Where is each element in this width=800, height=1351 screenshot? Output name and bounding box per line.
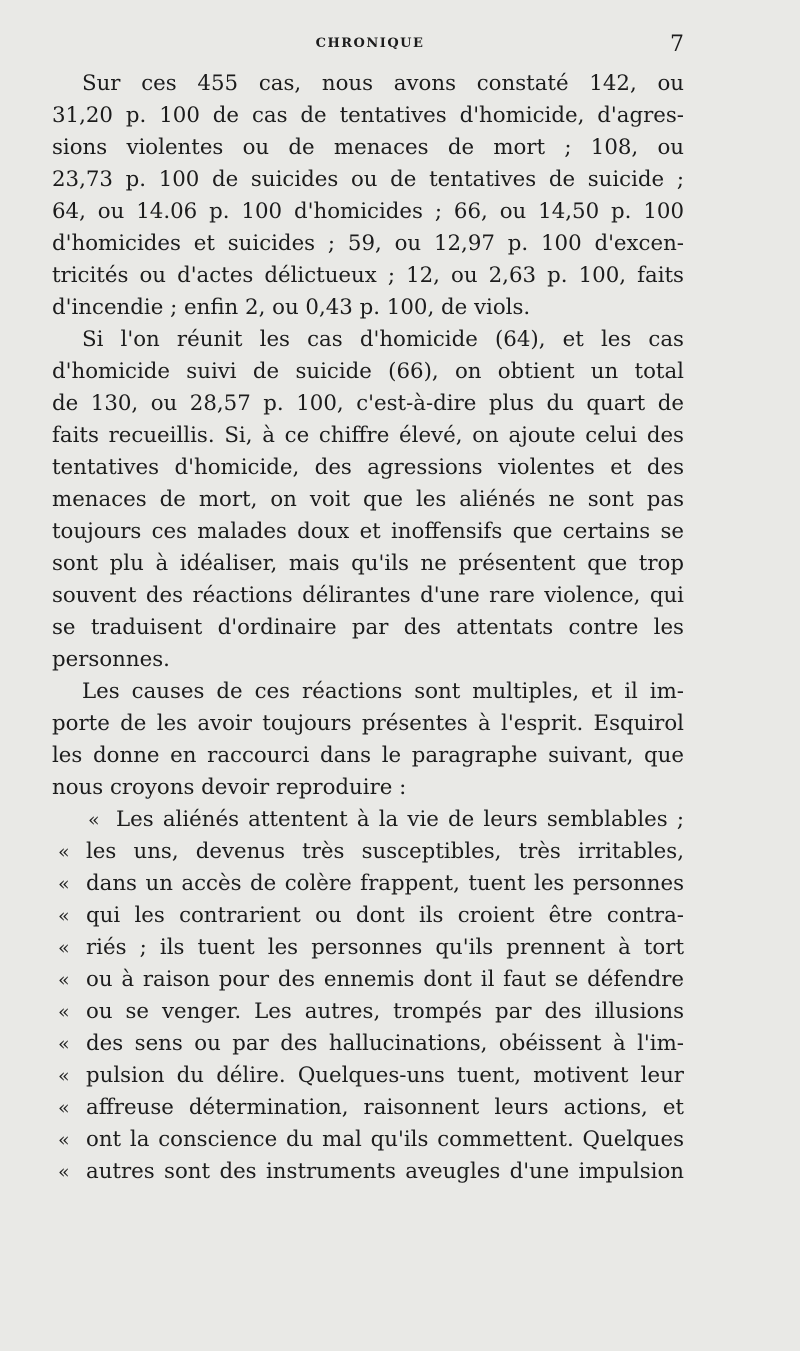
text-line: personnes. — [52, 647, 170, 672]
text-line: Si l'on réunit les cas d'homicide (64), et les cas — [82, 327, 684, 352]
quote-text: riés ; ils tuent les personnes qu'ils prennent à tort — [86, 935, 684, 960]
text-line: se traduisent d'ordinaire par des attentats contre les — [52, 615, 684, 640]
quote-text: pulsion du délire. Quelques-uns tuent, motivent leur — [86, 1063, 684, 1088]
quote-mark: « — [58, 1097, 70, 1119]
quote-text: ou à raison pour des ennemis dont il faut se défendre — [86, 967, 684, 992]
text-line: sions violentes ou de menaces de mort ; 108, ou — [52, 135, 684, 160]
text-line: 31,20 p. 100 de cas de tentatives d'homicide, d'agres- — [52, 103, 684, 128]
quote-text: dans un accès de colère frappent, tuent les personnes — [86, 871, 684, 896]
text-line: sont plu à idéaliser, mais qu'ils ne présentent que trop — [52, 551, 684, 576]
quote-text: des sens ou par des hallucinations, obéissent à l'im- — [86, 1031, 684, 1056]
quote-mark: « — [58, 1161, 70, 1183]
quote-mark: « — [58, 1033, 70, 1055]
quote-text: affreuse détermination, raisonnent leurs actions, et — [86, 1095, 684, 1120]
text-line: Les causes de ces réactions sont multiples, et il im- — [82, 679, 684, 704]
quote-line — [52, 868, 684, 900]
quote-line — [52, 1156, 684, 1188]
text-line: porte de les avoir toujours présentes à l'esprit. Esquirol — [52, 711, 684, 736]
quote-mark: « — [58, 1065, 70, 1087]
text-line: tentatives d'homicide, des agressions violentes et des — [52, 455, 684, 480]
quote-mark: « — [58, 841, 70, 863]
text-line: de 130, ou 28,57 p. 100, c'est-à-dire plus du quart de — [52, 391, 684, 416]
quote-text: autres sont des instruments aveugles d'une impulsion — [86, 1159, 684, 1184]
text-line: d'homicides et suicides ; 59, ou 12,97 p. 100 d'excen- — [52, 231, 684, 256]
quote-mark: « — [58, 905, 70, 927]
quote-line — [52, 932, 684, 964]
quote-line — [52, 996, 684, 1028]
quote-line — [52, 804, 684, 836]
quote-mark: « — [58, 937, 70, 959]
quote-line — [52, 1092, 684, 1124]
quote-text: ou se venger. Les autres, trompés par des illusions — [86, 999, 684, 1024]
text-line: 23,73 p. 100 de suicides ou de tentatives de suicide ; — [52, 167, 684, 192]
text-line: menaces de mort, on voit que les aliénés ne sont pas — [52, 487, 684, 512]
quote-text: les uns, devenus très susceptibles, très irritables, — [86, 839, 684, 864]
text-line: 64, ou 14.06 p. 100 d'homicides ; 66, ou 14,50 p. 100 — [52, 199, 684, 224]
text-line: Sur ces 455 cas, nous avons constaté 142, ou — [82, 71, 684, 96]
text-line: toujours ces malades doux et inoffensifs que certains se — [52, 519, 684, 544]
quote-line — [52, 1060, 684, 1092]
quote-mark: « — [58, 1129, 70, 1151]
quote-line — [52, 836, 684, 868]
quote-mark: « — [88, 809, 100, 831]
running-head — [56, 32, 684, 60]
quote-line — [52, 1028, 684, 1060]
text-line: les donne en raccourci dans le paragraphe suivant, que — [52, 743, 684, 768]
quote-text: ont la conscience du mal qu'ils commettent. Quelques — [86, 1127, 684, 1152]
quote-line — [52, 1124, 684, 1156]
quote-mark: « — [58, 873, 70, 895]
page-number: 7 — [670, 32, 684, 57]
text-line: tricités ou d'actes délictueux ; 12, ou 2,63 p. 100, faits — [52, 263, 684, 288]
quote-mark: « — [58, 969, 70, 991]
running-title: CHRONIQUE — [315, 36, 425, 51]
quote-line — [52, 964, 684, 996]
quote-mark: « — [58, 1001, 70, 1023]
quote-text: Les aliénés attentent à la vie de leurs semblables ; — [116, 807, 684, 832]
text-line: souvent des réactions délirantes d'une rare violence, qui — [52, 583, 684, 608]
quote-line — [52, 900, 684, 932]
text-line: nous croyons devoir reproduire : — [52, 775, 407, 800]
quote-text: qui les contrarient ou dont ils croient être contra- — [86, 903, 684, 928]
text-line: d'incendie ; enfin 2, ou 0,43 p. 100, de viols. — [52, 295, 531, 320]
text-line: faits recueillis. Si, à ce chiffre élevé, on ajoute celui des — [52, 423, 684, 448]
text-line: d'homicide suivi de suicide (66), on obtient un total — [52, 359, 684, 384]
body-text — [52, 68, 684, 1188]
